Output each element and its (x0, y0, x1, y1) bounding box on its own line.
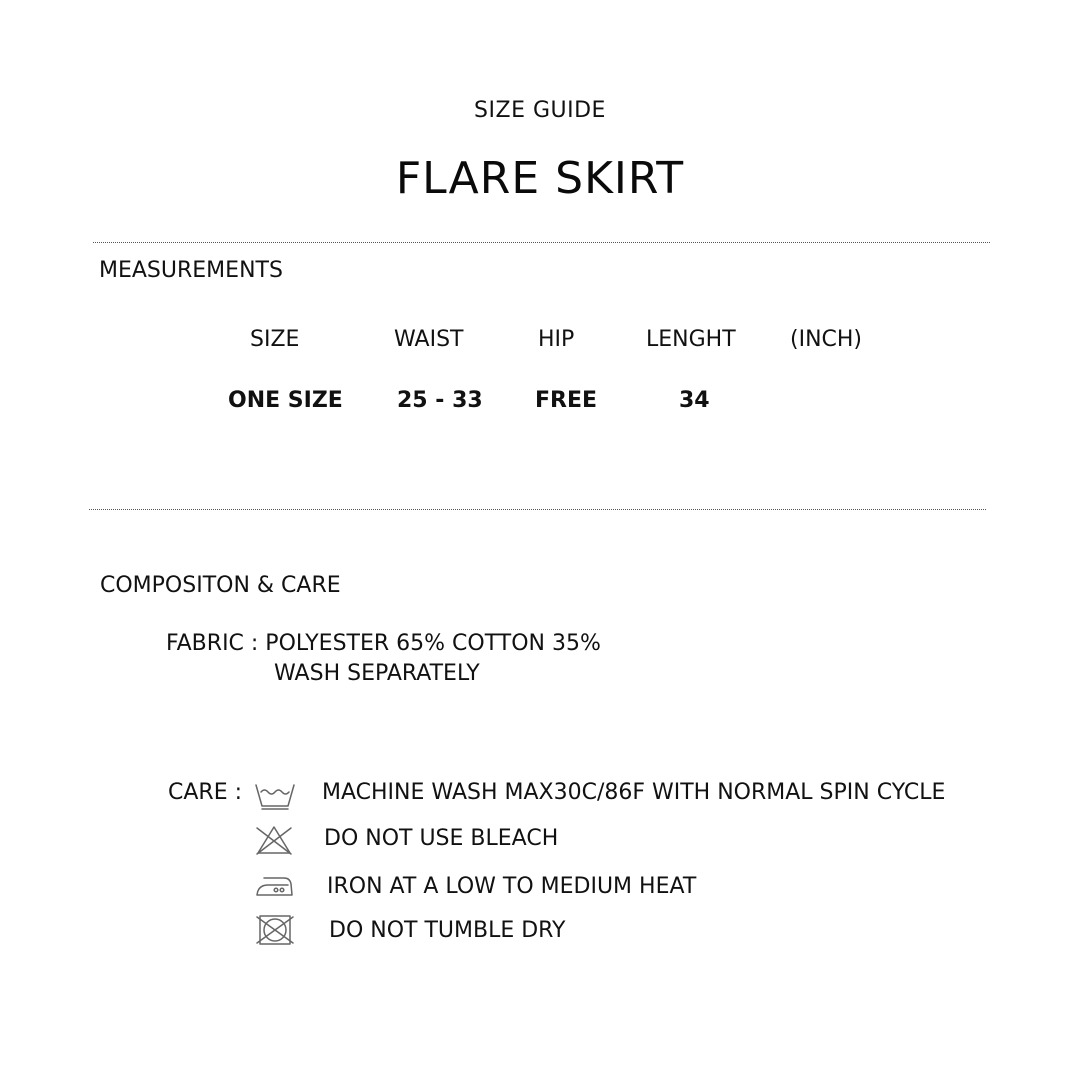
column-header-waist: WAIST (394, 327, 464, 352)
page-title: FLARE SKIRT (395, 153, 685, 204)
care-text: IRON AT A LOW TO MEDIUM HEAT (327, 874, 697, 899)
cell-length: 34 (679, 388, 710, 413)
no-bleach-icon (253, 824, 295, 856)
column-header-unit: (INCH) (790, 327, 863, 352)
care-text: DO NOT TUMBLE DRY (329, 918, 566, 943)
column-header-size: SIZE (250, 327, 300, 352)
no-tumble-dry-icon (254, 914, 296, 946)
care-text: DO NOT USE BLEACH (324, 826, 559, 851)
cell-size: ONE SIZE (228, 388, 343, 413)
page-kicker: SIZE GUIDE (474, 98, 606, 123)
divider (89, 509, 986, 510)
iron-medium-heat-icon (254, 870, 296, 902)
measurements-heading: MEASUREMENTS (99, 258, 283, 283)
column-header-length: LENGHT (646, 327, 736, 352)
column-header-hip: HIP (538, 327, 575, 352)
wash-instruction: WASH SEPARATELY (274, 661, 480, 686)
cell-waist: 25 - 33 (397, 388, 483, 413)
composition-heading: COMPOSITON & CARE (100, 573, 341, 598)
cell-hip: FREE (535, 388, 598, 413)
care-text: MACHINE WASH MAX30C/86F WITH NORMAL SPIN CYCLE (322, 780, 946, 805)
divider (93, 242, 990, 243)
fabric-composition: FABRIC : POLYESTER 65% COTTON 35% (166, 631, 601, 656)
machine-wash-icon (254, 780, 296, 812)
care-label: CARE : (168, 780, 243, 805)
